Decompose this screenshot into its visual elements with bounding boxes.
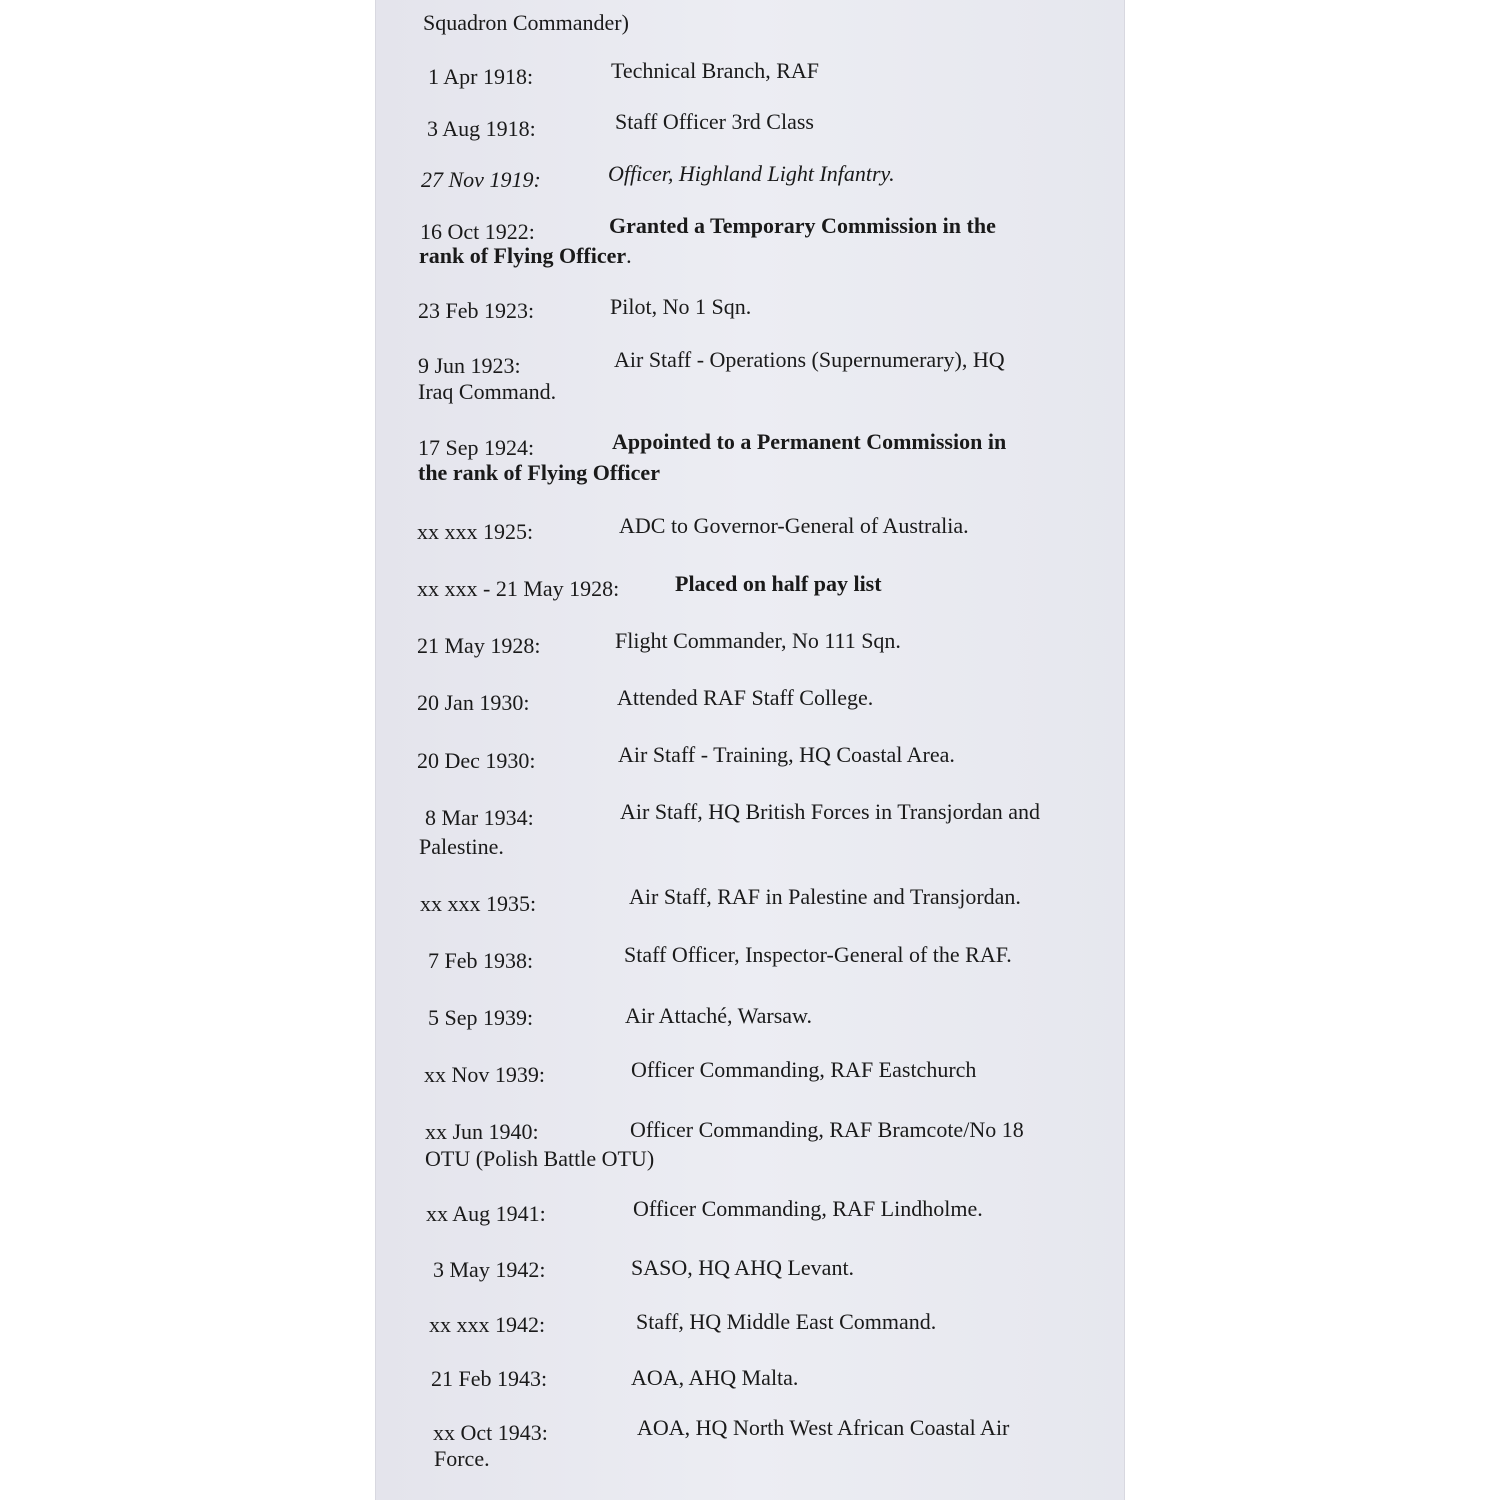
entry-date: xx xxx 1935:: [420, 891, 537, 916]
entry-date: 20 Jan 1930:: [417, 690, 530, 715]
entry-date: 9 Jun 1923:: [418, 353, 521, 378]
entry-description: ADC to Governor-General of Australia.: [619, 513, 969, 538]
entry-description: Officer Commanding, RAF Eastchurch: [631, 1057, 977, 1082]
entry-date: xx xxx 1942:: [429, 1312, 546, 1337]
entry-description: Staff Officer, Inspector-General of the RAF.: [624, 942, 1012, 967]
entry-date: 21 May 1928:: [417, 633, 541, 658]
entry-date: xx Oct 1943:: [433, 1420, 548, 1445]
entry-description: Air Staff - Operations (Supernumerary), HQ: [614, 347, 1005, 372]
entry-date: xx Jun 1940:: [425, 1119, 539, 1144]
entry-description-continuation: rank of Flying Officer.: [419, 243, 632, 268]
entry-date: 21 Feb 1943:: [431, 1366, 548, 1391]
entry-description-continuation: OTU (Polish Battle OTU): [425, 1146, 655, 1171]
entry-description-continuation: Palestine.: [419, 834, 504, 859]
entry-description: Air Staff, HQ British Forces in Transjordan and: [620, 799, 1041, 824]
entry-description: Officer, Highland Light Infantry.: [608, 161, 895, 186]
entry-description-continuation: Force.: [434, 1446, 490, 1471]
entry-description: AOA, AHQ Malta.: [631, 1365, 799, 1390]
entry-description: SASO, HQ AHQ Levant.: [631, 1255, 855, 1280]
document-page: [375, 0, 1125, 1500]
entry-description: Staff Officer 3rd Class: [615, 109, 814, 134]
entry-description: Pilot, No 1 Sqn.: [610, 294, 752, 319]
entry-date: 3 Aug 1918:: [427, 116, 536, 141]
entry-date: xx xxx 1925:: [417, 519, 534, 544]
entry-date: xx Nov 1939:: [424, 1062, 545, 1087]
entry-description-continuation: the rank of Flying Officer: [418, 460, 660, 485]
entry-date: 17 Sep 1924:: [418, 435, 535, 460]
entry-date: 20 Dec 1930:: [417, 748, 536, 773]
entry-date: 5 Sep 1939:: [428, 1005, 534, 1030]
entry-description: Air Attaché, Warsaw.: [625, 1003, 812, 1028]
entry-date: xx Aug 1941:: [426, 1201, 546, 1226]
entry-date: 8 Mar 1934:: [425, 805, 534, 830]
entry-description: Air Staff, RAF in Palestine and Transjordan.: [629, 884, 1021, 909]
entry-description: Flight Commander, No 111 Sqn.: [615, 628, 901, 653]
entry-description: Technical Branch, RAF: [611, 58, 820, 83]
entry-date: xx xxx - 21 May 1928:: [417, 576, 620, 601]
entry-description: Air Staff - Training, HQ Coastal Area.: [618, 742, 955, 767]
entry-date: 23 Feb 1923:: [418, 298, 535, 323]
entry-date: 7 Feb 1938:: [428, 948, 534, 973]
entry-description: Appointed to a Permanent Commission in: [612, 429, 1007, 454]
entry-date: 3 May 1942:: [433, 1257, 546, 1282]
entry-description-continuation: Iraq Command.: [418, 379, 557, 404]
entry-description: AOA, HQ North West African Coastal Air: [637, 1415, 1010, 1440]
entry-date: 1 Apr 1918:: [428, 64, 534, 89]
header-fragment: Squadron Commander): [423, 10, 629, 35]
entry-date: 27 Nov 1919:: [421, 167, 541, 192]
entry-description: Placed on half pay list: [675, 571, 882, 596]
entry-description: Granted a Temporary Commission in the: [609, 213, 996, 238]
entry-description: Officer Commanding, RAF Bramcote/No 18: [630, 1117, 1024, 1142]
entry-description: Officer Commanding, RAF Lindholme.: [633, 1196, 983, 1221]
entry-description: Staff, HQ Middle East Command.: [636, 1309, 937, 1334]
entry-description: Attended RAF Staff College.: [617, 685, 874, 710]
entry-date: 16 Oct 1922:: [420, 219, 535, 244]
